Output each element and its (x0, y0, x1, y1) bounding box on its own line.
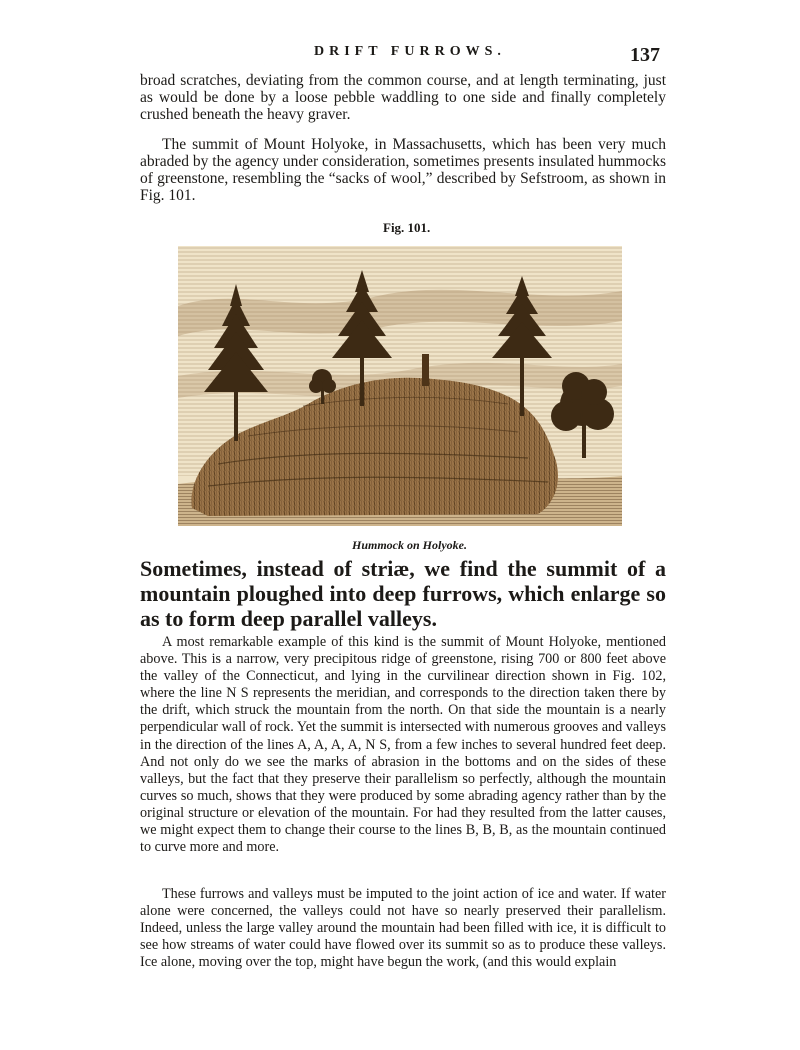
paragraph-holyoke-summit: The summit of Mount Holyoke, in Massachusetts, which has been very much abraded by the agency under consideration, sometimes presents insulated hummocks of greenstone, resembling the “sacks of wool,” described by Sefstroom, as shown in Fig. 101. (140, 136, 666, 204)
figure-label: Fig. 101. (383, 220, 431, 235)
paragraph-ice-and-water: These furrows and valleys must be imputed to the joint action of ice and water. If water alone were concerned, the valleys could not have so nearly preserved their parallelism. Indeed, unless the large valley around the mountain had been filled with ice, it is difficult to see how streams of water could have flowed over its summit so as to produce these valleys. Ice alone, moving over the top, might have begun the work, (and this would explain (140, 886, 666, 971)
running-head: DRIFT FURROWS. (314, 44, 506, 59)
section-heading: Sometimes, instead of striæ, we find the summit of a mountain ploughed into deep furrows, which enlarge so as to form deep parallel valleys. (140, 556, 666, 631)
hummock-engraving (178, 246, 622, 526)
figure-caption: Hummock on Holyoke. (352, 538, 467, 552)
paragraph-example: A most remarkable example of this kind is the summit of Mount Holyoke, mentioned above. This is a narrow, very precipitous ridge of greenstone, rising 700 or 800 feet above the valley of the Connecticut, and lying in the curvilinear direction shown in Fig. 102, where the line N S represents the meridian, and corresponds to the direction taken there by the drift, which struck the mountain from the north. On that side the mountain is a nearly perpendicular wall of rock. Yet the summit is intersected with numerous grooves and valleys in the direction of the lines A, A, A, A, N S, from a few inches to several hundred feet deep. And not only do we see the marks of abrasion in the bottoms and on the sides of these valleys, but the fact that they preserve their parallelism so perfectly, although the mountain curves so much, shows that they were produced by some abrading agency rather than by the original structure or elevation of the mountain. For had they resulted from the latter causes, we might expect them to change their course to the lines B, B, B, as the mountain continued to curve more and more. (140, 634, 666, 856)
page-number: 137 (630, 44, 660, 66)
paragraph-continuation: broad scratches, deviating from the common course, and at length terminating, just as would be done by a loose pebble waddling to one side and finally completely crushed beneath the heavy graver. (140, 72, 666, 123)
stump (422, 354, 429, 386)
